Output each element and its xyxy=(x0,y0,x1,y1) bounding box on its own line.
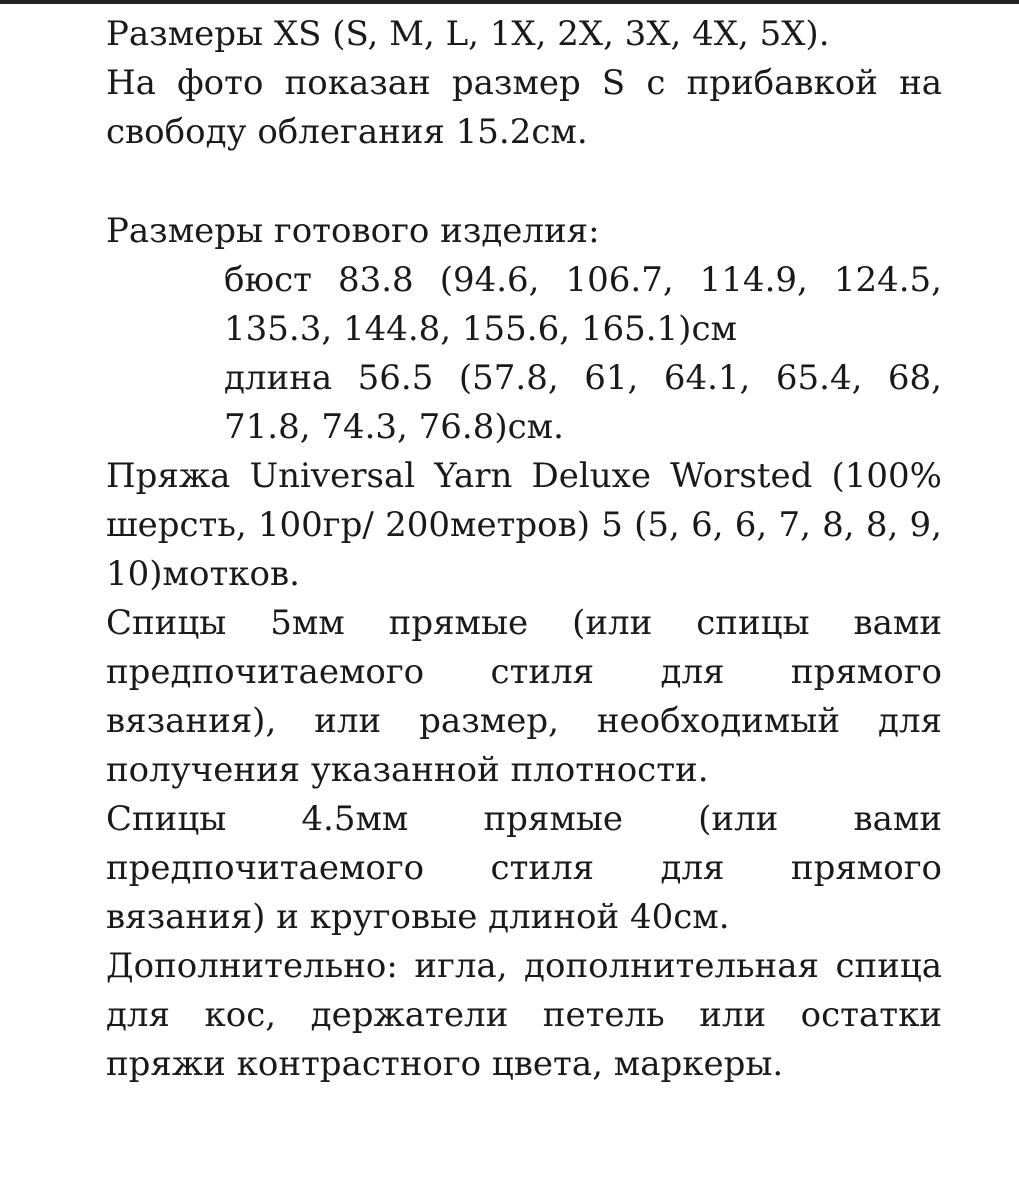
bust-measurements: бюст 83.8 (94.6, 106.7, 114.9, 124.5, 135.3, 144.8, 155.6, 165.1)см xyxy=(224,260,942,349)
needles-5mm-info: Спицы 5мм прямые (или спицы вами предпочитаемого стиля для прямого вязания), или размер, необходимый для получения указанной плотности. xyxy=(106,603,942,790)
length-measurements: длина 56.5 (57.8, 61, 64.1, 65.4, 68, 71.8, 74.3, 76.8)см. xyxy=(224,358,942,447)
pattern-text-page xyxy=(106,10,942,1089)
finished-sizes-heading: Размеры готового изделия: xyxy=(106,211,600,251)
paragraph-gap xyxy=(106,157,942,207)
yarn-info: Пряжа Universal Yarn Deluxe Worsted (100% шерсть, 100гр/ 200метров) 5 (5, 6, 6, 7, 8, 8, 9, 10)мотков. xyxy=(106,456,942,594)
photo-note: На фото показан размер S с прибавкой на свободу облегания 15.2см. xyxy=(106,63,942,152)
sizes-line: Размеры XS (S, M, L, 1X, 2X, 3X, 4X, 5X). xyxy=(106,14,830,54)
top-edge-divider xyxy=(0,0,1019,4)
notions-info: Дополнительно: игла, дополнительная спица для кос, держатели петель или остатки пряжи контрастного цвета, маркеры. xyxy=(106,946,942,1084)
needles-4-5mm-info: Спицы 4.5мм прямые (или вами предпочитаемого стиля для прямого вязания) и круговые длиной 40см. xyxy=(106,799,942,937)
